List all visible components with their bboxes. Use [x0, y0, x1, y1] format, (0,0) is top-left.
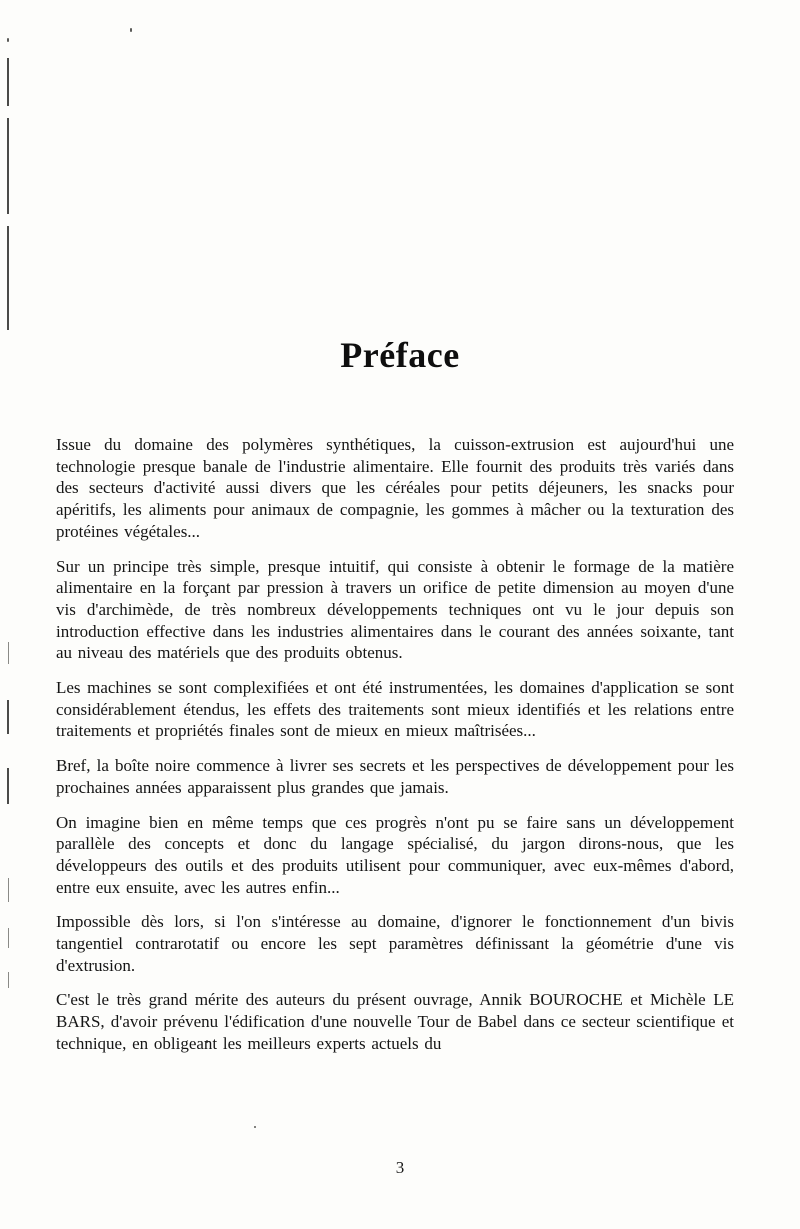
scan-artifact-line	[7, 700, 9, 734]
scan-artifact-line	[7, 58, 9, 106]
preface-text	[56, 434, 734, 1068]
paragraph-4: Bref, la boîte noire commence à livrer ses secrets et les perspectives de développement pour les prochaines années apparaissent plus grandes que jamais.	[56, 756, 734, 797]
scan-artifact-line	[8, 878, 9, 902]
scan-artifact-line	[8, 972, 9, 988]
page-number: 3	[395, 1158, 405, 1177]
page-title: Préface	[340, 335, 460, 375]
paragraph-7: C'est le très grand mérite des auteurs du présent ouvrage, Annik BOUROCHE et Michèle LE BARS, d'avoir prévenu l'édification d'une nouvelle Tour de Babel dans ce secteur scientifique et technique, en obligeant les meilleurs experts actuels du	[56, 990, 734, 1053]
paragraph-1: Issue du domaine des polymères synthétiques, la cuisson-extrusion est aujourd'hui une technologie presque banale de l'industrie alimentaire. Elle fournit des produits très variés dans des secteurs d'activité aussi divers que les céréales pour petits déjeuners, les snacks pour apéritifs, les aliments pour animaux de compagnie, les gommes à mâcher ou la texturation des protéines végétales...	[56, 435, 734, 541]
paragraph-5: On imagine bien en même temps que ces progrès n'ont pu se faire sans un développement parallèle des concepts et donc du langage spécialisé, du jargon dirons-nous, que les développeurs des outils et des produits utilisent pour communiquer, avec eux-mêmes d'abord, entre eux ensuite, avec les autres enfin...	[56, 812, 734, 897]
scan-speck	[254, 1126, 256, 1128]
scan-artifact-line	[7, 768, 9, 804]
scan-artifact-line	[7, 118, 9, 214]
scan-speck	[7, 38, 9, 42]
scan-artifact-line	[8, 642, 9, 664]
scan-artifact-line	[8, 928, 9, 948]
paragraph-3: Les machines se sont complexifiées et ont été instrumentées, les domaines d'application se sont considérablement étendus, les effets des traitements sont mieux identifiés et les relations entre traitements et propriétés finales sont de mieux en mieux maîtrisées...	[56, 678, 734, 741]
paragraph-6: Impossible dès lors, si l'on s'intéresse au domaine, d'ignorer le fonctionnement d'un bivis tangentiel contrarotatif ou encore les sept paramètres définissant la géométrie d'une vis d'extrusion.	[56, 912, 734, 975]
scan-artifact-line	[7, 226, 9, 330]
scan-speck	[130, 28, 132, 32]
paragraph-2: Sur un principe très simple, presque intuitif, qui consiste à obtenir le formage de la matière alimentaire en la forçant par pression à travers un orifice de petite dimension au moyen d'une vis d'archimède, de très nombreux développements techniques ont vu le jour depuis son introduction effective dans les industries alimentaires dans le courant des années soixante, tant au niveau des matériels que des produits obtenus.	[56, 556, 734, 663]
